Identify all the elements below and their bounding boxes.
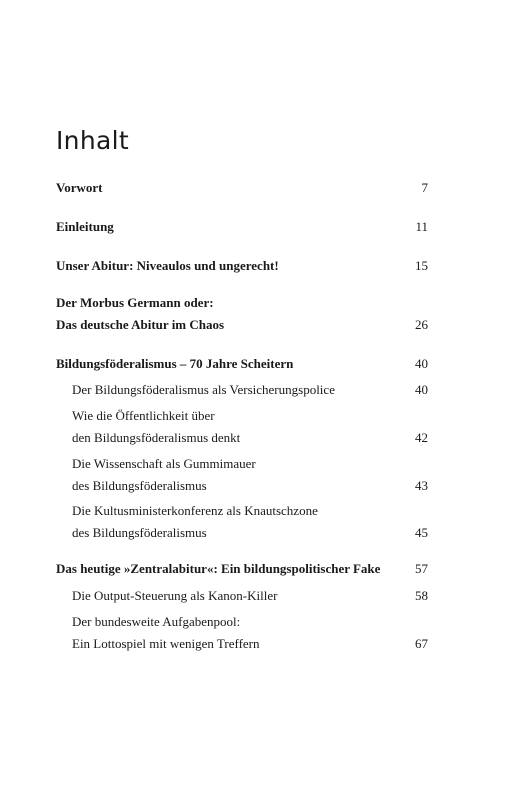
toc-page-number: 57 xyxy=(415,561,428,576)
toc-entry-title: Die Kultusministerkonferenz als Knautschzone xyxy=(72,503,318,518)
toc-entry-title: Das heutige »Zentralabitur«: Ein bildungspolitischer Fake xyxy=(56,561,381,576)
toc-entry-title: Der Morbus Germann oder: xyxy=(56,295,214,310)
toc-entry-unser-abitur xyxy=(56,255,428,277)
toc-entry-title: Vorwort xyxy=(56,180,103,195)
toc-page-number: 26 xyxy=(415,317,428,332)
toc-page-number: 43 xyxy=(415,478,428,493)
toc-entry-title-continued: den Bildungsföderalismus denkt xyxy=(72,430,241,445)
toc-entry-title: Die Output-Steuerung als Kanon-Killer xyxy=(72,588,278,603)
toc-page-number: 40 xyxy=(415,356,428,371)
toc-entry-title-continued: Das deutsche Abitur im Chaos xyxy=(56,317,225,332)
toc-entry-title-continued: Ein Lottospiel mit wenigen Treffern xyxy=(72,636,260,651)
toc-subentry-versicherungspolice xyxy=(56,379,428,401)
toc-entry-zentralabitur xyxy=(56,558,428,580)
toc-page-number: 11 xyxy=(415,219,428,234)
toc-page-number: 15 xyxy=(415,258,428,273)
toc-subentry-wissenschaft xyxy=(56,453,428,497)
toc-entry-title-continued: des Bildungsföderalismus xyxy=(72,525,207,540)
toc-page-number: 40 xyxy=(415,382,428,397)
toc-page-number: 7 xyxy=(421,180,428,195)
toc-entry-einleitung xyxy=(56,216,428,238)
page-title: Inhalt xyxy=(56,126,129,155)
toc-entry-bildungsfoederalismus xyxy=(56,353,428,375)
toc-entry-title: Bildungsföderalismus – 70 Jahre Scheitern xyxy=(56,356,294,371)
toc-subentry-kultusministerkonferenz xyxy=(56,500,428,544)
toc-page-number: 67 xyxy=(415,636,428,651)
toc-page-number: 42 xyxy=(415,430,428,445)
toc-subentry-aufgabenpool xyxy=(56,611,428,655)
toc-entry-title: Wie die Öffentlichkeit über xyxy=(72,408,215,423)
toc-page-number: 45 xyxy=(415,525,428,540)
toc-subentry-oeffentlichkeit xyxy=(56,405,428,449)
toc-entry-morbus-germann xyxy=(56,292,428,336)
toc-page-number: 58 xyxy=(415,588,428,603)
toc-entry-title: Der bundesweite Aufgabenpool: xyxy=(72,614,241,629)
toc-entry-title: Die Wissenschaft als Gummimauer xyxy=(72,456,256,471)
toc-entry-title: Einleitung xyxy=(56,219,114,234)
toc-entry-title: Der Bildungsföderalismus als Versicherungspolice xyxy=(72,382,335,397)
toc-subentry-output-steuerung xyxy=(56,585,428,607)
toc-entry-vorwort xyxy=(56,177,428,199)
toc-entry-title: Unser Abitur: Niveaulos und ungerecht! xyxy=(56,258,279,273)
toc-entry-title-continued: des Bildungsföderalismus xyxy=(72,478,207,493)
